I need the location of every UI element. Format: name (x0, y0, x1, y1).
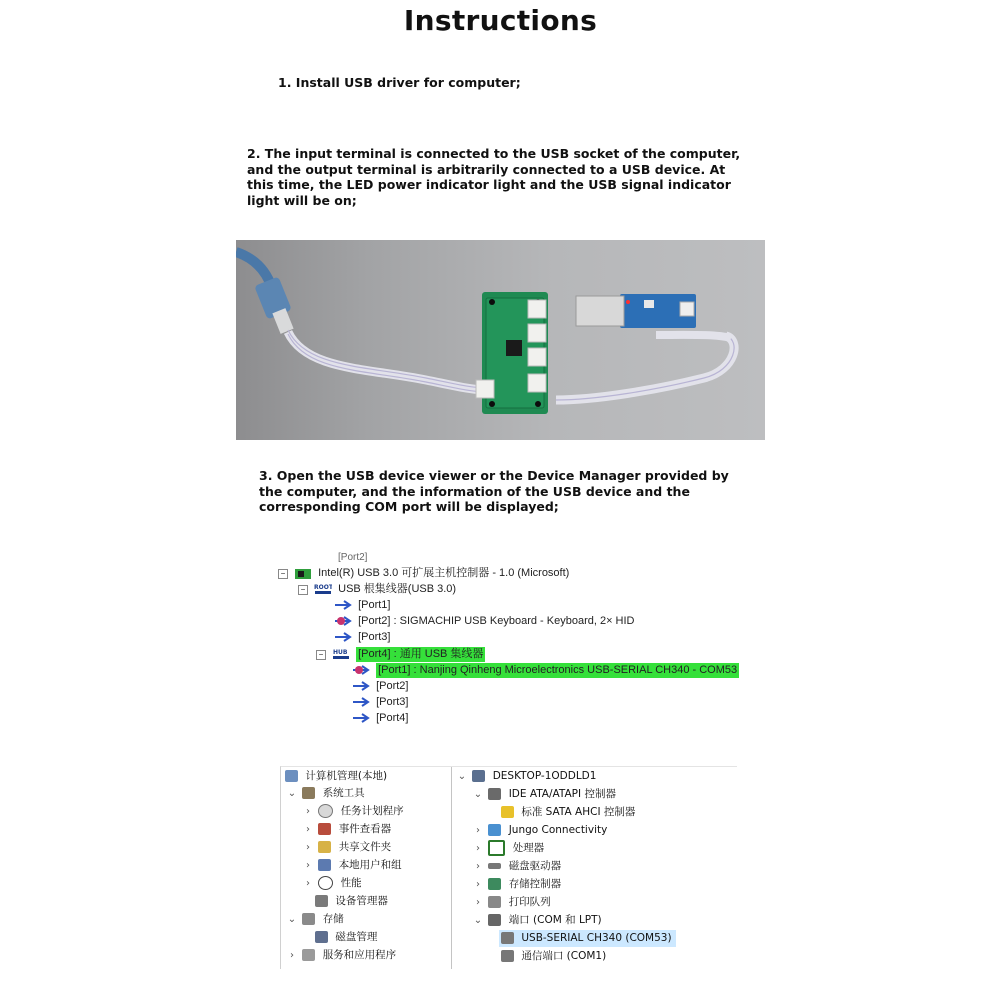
tree-row-port3[interactable] (334, 630, 390, 645)
cm-services-apps[interactable] (287, 947, 396, 964)
tree-row-sub-port2[interactable] (352, 679, 408, 694)
root-hub-icon (314, 583, 332, 596)
usb-port-icon (352, 712, 370, 725)
controller-label: Intel(R) USB 3.0 可扩展主机控制器 - 1.0 (Microsoft) (318, 567, 570, 579)
page-title: Instructions (403, 4, 598, 37)
chevron-right-icon[interactable]: › (306, 806, 310, 817)
monitor-icon (488, 824, 501, 836)
tree-row-cut-port2 (338, 550, 367, 565)
usb-tree-viewer (278, 552, 738, 730)
usb-hub-icon (332, 648, 350, 661)
storage-controller-icon (488, 878, 501, 890)
port2-label: [Port2] : SIGMACHIP USB Keyboard - Keyboard, 2× HID (358, 615, 635, 627)
cm-task-scheduler[interactable] (303, 803, 404, 820)
users-icon (318, 859, 331, 871)
ide-icon (488, 788, 501, 800)
pci-controller-icon (294, 567, 312, 580)
tree-row-root-hub[interactable] (298, 582, 456, 597)
computer-management-icon (285, 770, 298, 782)
chevron-right-icon[interactable]: › (476, 879, 480, 890)
cm-storage[interactable] (287, 911, 344, 928)
cm-root[interactable] (283, 768, 387, 785)
cm-event-viewer[interactable] (303, 821, 391, 838)
port-icon (488, 914, 501, 926)
event-viewer-icon (318, 823, 331, 835)
printer-icon (488, 896, 501, 908)
hub-photo-illustration (236, 240, 765, 440)
usb-port-icon (334, 599, 352, 612)
chevron-right-icon[interactable]: › (306, 860, 310, 871)
chevron-right-icon[interactable]: › (476, 825, 480, 836)
chevron-right-icon[interactable]: › (476, 897, 480, 908)
device-manager-label: 设备管理器 (335, 895, 388, 907)
dm-ide-node[interactable] (473, 786, 616, 803)
hub-badge: HUB (333, 649, 348, 656)
root-hub-label: USB 根集线器(USB 3.0) (338, 583, 457, 595)
disk-drives-label: 磁盘驱动器 (508, 860, 562, 872)
event-viewer-label: 事件查看器 (338, 823, 392, 835)
serial-port-icon (501, 932, 514, 944)
cm-local-users[interactable] (303, 857, 402, 874)
dm-disk-drives-node[interactable] (473, 858, 561, 875)
device-manager-window (280, 766, 737, 969)
chevron-right-icon[interactable]: › (306, 824, 310, 835)
chevron-right-icon[interactable]: › (306, 842, 310, 853)
usb-port-icon (352, 696, 370, 709)
computer-icon (472, 770, 485, 782)
serial-device-icon (352, 664, 370, 677)
device-manager-icon (315, 895, 328, 907)
warning-icon (501, 806, 514, 818)
cm-root-label: 计算机管理(本地) (305, 770, 388, 782)
sata-label: 标准 SATA AHCI 控制器 (521, 806, 636, 818)
keyboard-device-icon (334, 615, 352, 628)
cm-system-tools[interactable] (287, 785, 365, 802)
hub-connection-photo (236, 240, 765, 440)
services-icon (302, 949, 315, 961)
clock-icon (318, 804, 333, 818)
sub-port3-label: [Port3] (376, 696, 409, 708)
disk-icon (315, 931, 328, 943)
storage-controllers-label: 存储控制器 (508, 878, 562, 890)
chevron-down-icon[interactable]: ⌄ (473, 789, 483, 800)
jungo-label: Jungo Connectivity (508, 824, 608, 836)
tree-cut-label: [Port2] (338, 552, 368, 563)
usb-port-icon (334, 631, 352, 644)
drive-icon (488, 863, 501, 869)
cm-device-manager[interactable] (313, 893, 388, 910)
chevron-right-icon[interactable]: › (290, 950, 294, 961)
serial-port-icon (501, 950, 514, 962)
tree-row-port2[interactable] (334, 614, 635, 629)
chevron-down-icon[interactable]: ⌄ (473, 915, 483, 926)
cm-performance[interactable] (303, 875, 362, 892)
system-tools-label: 系统工具 (322, 787, 365, 799)
dm-processor-node[interactable] (473, 840, 544, 857)
shared-folder-icon (318, 841, 331, 853)
cpu-icon (488, 840, 505, 856)
ide-label: IDE ATA/ATAPI 控制器 (508, 788, 616, 800)
chevron-right-icon[interactable]: › (306, 878, 310, 889)
dm-sata-node[interactable] (499, 804, 635, 821)
dm-jungo-node[interactable] (473, 822, 607, 839)
services-apps-label: 服务和应用程序 (322, 949, 397, 961)
processor-label: 处理器 (512, 842, 545, 854)
tree-row-controller[interactable] (278, 566, 569, 581)
storage-label: 存储 (322, 913, 344, 925)
print-queue-label: 打印队列 (508, 896, 551, 908)
task-scheduler-label: 任务计划程序 (340, 805, 404, 817)
tree-row-sub-port3[interactable] (352, 695, 408, 710)
dm-storage-controllers-node[interactable] (473, 876, 561, 893)
performance-icon (318, 876, 333, 890)
step-2-text: 2. The input terminal is connected to the USB socket of the computer, and the output terminal is arbitrarily connected to a USB device. At this time, the LED power indicator light and the USB signal indicator light will be on; (247, 146, 741, 208)
collapse-icon[interactable]: − (316, 650, 326, 660)
cm-shared-folders[interactable] (303, 839, 391, 856)
local-users-label: 本地用户和组 (338, 859, 402, 871)
tree-row-ch340[interactable] (352, 663, 739, 678)
chevron-down-icon[interactable]: ⌄ (287, 788, 297, 799)
port3-label: [Port3] (358, 631, 391, 643)
dm-ch340-node[interactable] (499, 930, 676, 947)
sub-port4-label: [Port4] (376, 712, 409, 724)
computer-name-label: DESKTOP-1ODDLD1 (492, 770, 597, 782)
ch340-port-label: USB-SERIAL CH340 (COM53) (521, 932, 672, 944)
dm-com1-node[interactable] (499, 948, 606, 965)
tools-icon (302, 787, 315, 799)
chevron-down-icon[interactable]: ⌄ (457, 771, 467, 782)
chevron-down-icon[interactable]: ⌄ (287, 914, 297, 925)
storage-icon (302, 913, 315, 925)
port1-label: [Port1] (358, 599, 391, 611)
usb-port-icon (352, 680, 370, 693)
computer-management-tree (281, 767, 452, 969)
performance-label: 性能 (340, 877, 362, 889)
device-tree (453, 767, 737, 969)
collapse-icon[interactable]: − (278, 569, 288, 579)
ch340-label: [Port1] : Nanjing Qinheng Microelectronics USB-SERIAL CH340 - COM53 (378, 664, 738, 676)
shared-folders-label: 共享文件夹 (338, 841, 392, 853)
dm-computer-node[interactable] (457, 768, 596, 785)
step-1-text: 1. Install USB driver for computer; (278, 75, 521, 90)
chevron-right-icon[interactable]: › (476, 861, 480, 872)
tree-row-port4-hub[interactable] (316, 647, 485, 662)
root-badge: ROOT (314, 584, 333, 591)
disk-management-label: 磁盘管理 (335, 931, 378, 943)
port4-hub-label: [Port4] : 通用 USB 集线器 (358, 648, 484, 660)
dm-ports-node[interactable] (473, 912, 602, 929)
dm-print-queue-node[interactable] (473, 894, 551, 911)
tree-row-port1[interactable] (334, 598, 390, 613)
tree-row-sub-port4[interactable] (352, 711, 408, 726)
sub-port2-label: [Port2] (376, 680, 409, 692)
com1-label: 通信端口 (COM1) (521, 950, 607, 962)
chevron-right-icon[interactable]: › (476, 843, 480, 854)
ports-label: 端口 (COM 和 LPT) (508, 914, 602, 926)
collapse-icon[interactable]: − (298, 585, 308, 595)
cm-disk-management[interactable] (313, 929, 377, 946)
step-3-text: 3. Open the USB device viewer or the Device Manager provided by the computer, and the information of the USB device and the corresponding COM port will be displayed; (259, 468, 729, 514)
